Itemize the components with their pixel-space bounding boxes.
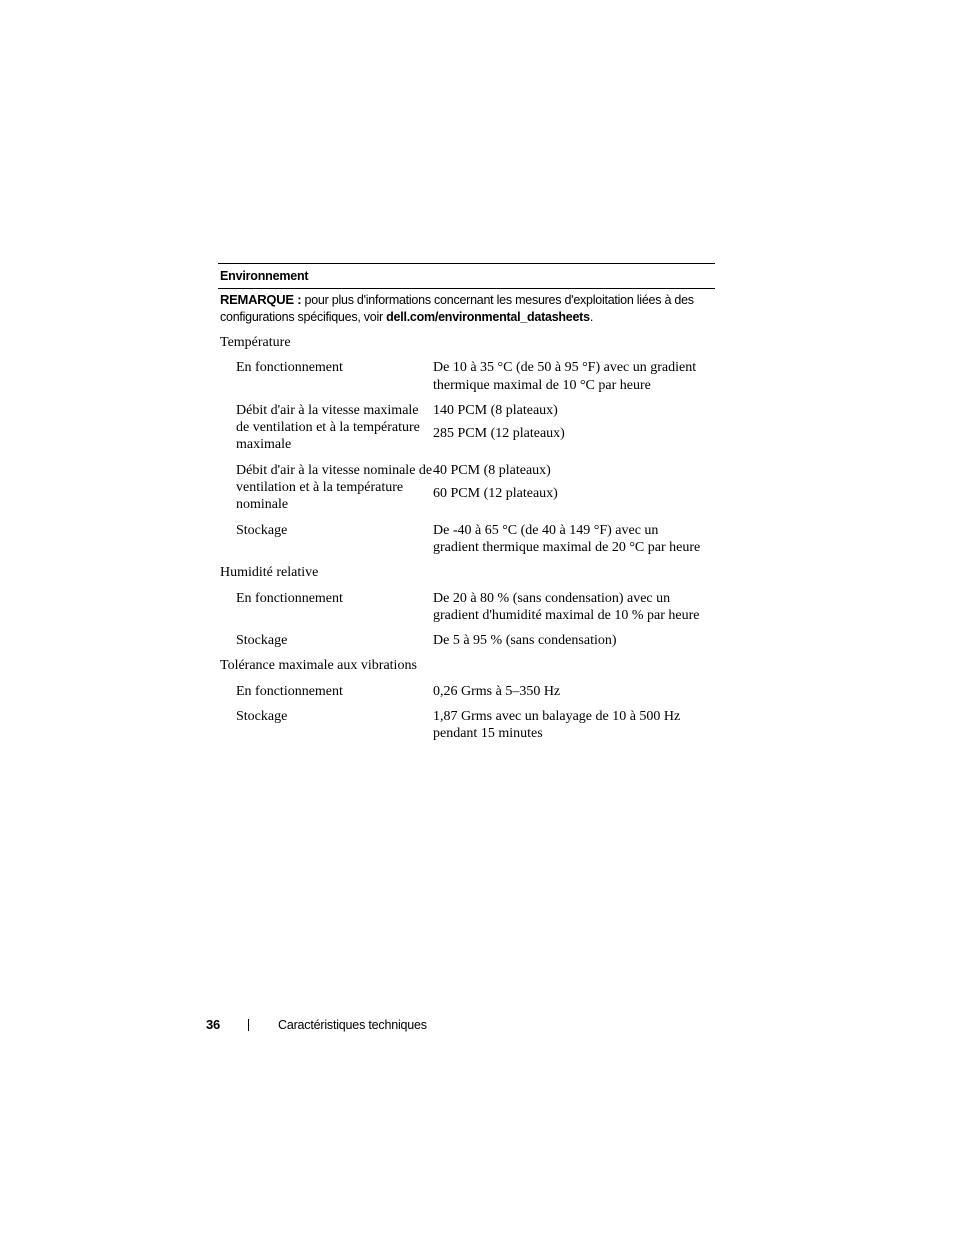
note-label: REMARQUE : [220, 292, 302, 307]
group-title-humidity: Humidité relative [220, 565, 319, 581]
spec-value-line: 1,87 Grms avec un balayage de 10 à 500 Hz pendant 15 minutes [433, 709, 681, 742]
spec-row [218, 590, 715, 625]
section-title: Environnement [220, 269, 309, 283]
spec-label: Débit d'air à la vitesse maximale de ventilation et à la température maximale [236, 402, 420, 453]
spec-value-line: De 20 à 80 % (sans condensation) avec un gradient d'humidité maximal de 10 % par heure [433, 590, 700, 623]
group-title-temperature: Température [220, 335, 291, 350]
spec-label: En fonctionnement [236, 683, 343, 699]
spec-label: En fonctionnement [236, 590, 343, 606]
chapter-title: Caractéristiques techniques [278, 1018, 427, 1032]
spec-value [433, 632, 715, 649]
spec-row [218, 708, 715, 743]
spec-value-line: 40 PCM (8 plateaux) [433, 462, 551, 478]
spec-value-line: 60 PCM (12 plateaux) [433, 486, 558, 502]
spec-value [433, 683, 715, 700]
spec-label: Débit d'air à la vitesse nominale de ventilation et à la température nominale [236, 462, 433, 513]
spec-value [433, 708, 715, 743]
spec-value [433, 462, 715, 514]
group-title-vibration: Tolérance maximale aux vibrations [220, 658, 417, 674]
spec-value-line: 140 PCM (8 plateaux) [433, 402, 558, 418]
spec-value-line: De 5 à 95 % (sans condensation) [433, 633, 617, 649]
spec-label: Stockage [236, 633, 288, 649]
spec-value-line: 285 PCM (12 plateaux) [433, 426, 565, 442]
spec-label: Stockage [236, 709, 288, 725]
spec-row [218, 462, 715, 514]
spec-page-content [218, 263, 715, 751]
footer-separator [248, 1019, 249, 1031]
note-text: pour plus d'informations concernant les mesures d'exploitation liées à des configurations spécifiques, voir [220, 293, 694, 324]
spec-row [218, 683, 715, 700]
spec-value-line: De -40 à 65 °C (de 40 à 149 °F) avec un gradient thermique maximal de 20 °C par heure [433, 522, 701, 555]
spec-value [433, 359, 715, 394]
note [218, 289, 715, 326]
spec-value-line: De 10 à 35 °C (de 50 à 95 °F) avec un gradient thermique maximal de 10 °C par heure [433, 360, 697, 393]
spec-row [218, 632, 715, 649]
spec-label: Stockage [236, 522, 288, 538]
spec-row [218, 522, 715, 557]
datasheets-link[interactable]: dell.com/environmental_datasheets [386, 310, 590, 324]
spec-value [433, 522, 715, 557]
spec-value [433, 590, 715, 625]
spec-row [218, 359, 715, 394]
spec-value-line: 0,26 Grms à 5–350 Hz [433, 683, 561, 699]
page-number: 36 [206, 1017, 221, 1032]
environment-spec-table [218, 334, 715, 743]
spec-label: En fonctionnement [236, 360, 343, 376]
spec-value [433, 402, 715, 454]
spec-row [218, 402, 715, 454]
note-text-end: . [589, 310, 594, 324]
